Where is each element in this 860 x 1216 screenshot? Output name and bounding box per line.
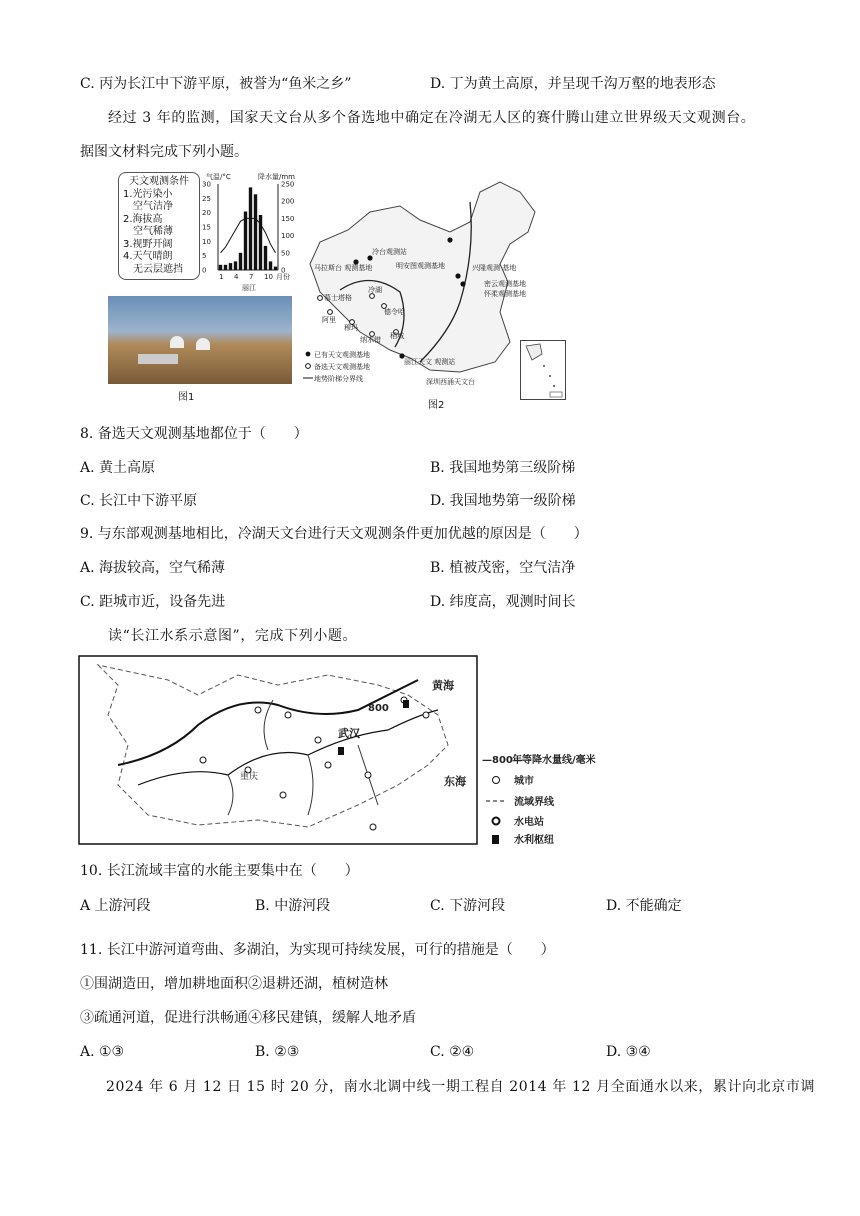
legend-line: 无云层遮挡 — [133, 263, 183, 275]
existing-base-dot — [447, 237, 452, 242]
legend-line: 天文观测条件 — [129, 176, 189, 187]
legend-existing-text: 已有天文观测基地 — [314, 351, 370, 359]
right-tick-label: 0 — [281, 266, 286, 275]
city-marker — [423, 712, 429, 718]
south-china-sea-inset — [520, 340, 566, 400]
building — [138, 354, 178, 364]
candidate-base-dot — [370, 294, 375, 299]
precip-bar — [239, 253, 242, 270]
label-wuhan: 武汉 — [338, 727, 360, 740]
question-8: 8. 备选天文观测基地都位于（ ） — [80, 426, 308, 442]
inset-island — [543, 365, 545, 367]
map-label-14: 丽江天文 观测站 — [404, 358, 456, 366]
legend-boundary-text: 地势阶梯分界线 — [314, 375, 363, 383]
hydro-hub-marker — [403, 700, 409, 708]
legend-hydropower-text: 水电站 — [514, 817, 544, 828]
label-isohyet-value: 800 — [368, 703, 389, 714]
precip-bar — [244, 212, 247, 271]
city-marker — [325, 762, 331, 768]
legend-candidate-text: 备选天文观测基地 — [314, 363, 370, 371]
month-tick-label: 7 — [249, 273, 254, 281]
q11-option-d: D. ③④ — [606, 1044, 651, 1060]
q11-option-a: A. ①③ — [80, 1044, 125, 1060]
existing-base-dot — [455, 273, 460, 278]
prev-option-d: D. 丁为黄土高原，并呈现千沟万壑的地表形态 — [430, 76, 716, 92]
right-axis-label: 降水量/mm — [258, 173, 295, 181]
legend-existing-symbol — [306, 352, 311, 357]
map-frame — [79, 656, 477, 844]
q11-option-c: C. ②④ — [430, 1044, 475, 1060]
question-10: 10. 长江流域丰富的水能主要集中在（ ） — [80, 863, 359, 879]
legend-line: 2.海拔高 — [123, 213, 163, 225]
city-marker — [315, 737, 321, 743]
legend-boundary-text: 流域界线 — [514, 797, 554, 808]
city-marker — [370, 824, 376, 830]
precip-bar — [219, 265, 222, 270]
legend-hub-symbol — [492, 835, 499, 844]
city-marker — [255, 707, 261, 713]
precip-bar — [234, 261, 237, 270]
figure-1-caption: 图1 — [178, 392, 195, 403]
q8-option-b: B. 我国地势第三级阶梯 — [430, 460, 576, 476]
left-tick-label: 0 — [202, 266, 207, 275]
map-label-3: 明安图观测基地 — [396, 262, 445, 270]
observation-conditions-box — [118, 172, 200, 280]
precip-bar — [254, 194, 257, 270]
city-marker — [365, 772, 371, 778]
intro-paragraph-2: 读“长江水系示意图”，完成下列小题。 — [108, 628, 358, 644]
right-tick-label: 100 — [281, 232, 295, 241]
existing-base-dot — [367, 255, 372, 260]
figure-2-caption: 图2 — [428, 400, 445, 411]
left-tick-label: 5 — [202, 252, 207, 261]
precip-bar — [274, 267, 277, 270]
precip-bar — [229, 263, 232, 270]
q9-option-b: B. 植被茂密，空气洁净 — [430, 560, 576, 576]
map-label-6: 怀柔观测基地 — [484, 290, 526, 298]
legend-line: 1.光污染小 — [123, 188, 173, 200]
map-label-8: 阿里 — [322, 316, 336, 324]
label-donghai: 东海 — [444, 775, 466, 788]
map-label-4: 兴隆观测 基地 — [472, 264, 517, 272]
left-axis-label: 气温/°C — [206, 173, 231, 181]
candidate-base-dot — [318, 296, 323, 301]
question-9: 9. 与东部观测基地相比，冷湖天文台进行天文观测条件更加优越的原因是（ ） — [80, 526, 588, 542]
left-tick-label: 10 — [202, 237, 211, 246]
hydro-hub-marker — [338, 747, 344, 755]
map-label-15: 深圳西涌天文台 — [426, 378, 475, 386]
q9-option-c: C. 距城市近，设备先进 — [80, 594, 226, 610]
map-label-2: 冷台观测站 — [372, 248, 407, 256]
map-label-7: 慕士塔格 — [324, 294, 352, 302]
legend-city-text: 城市 — [514, 776, 534, 787]
dome-2 — [196, 338, 210, 350]
left-tick-label: 30 — [202, 180, 211, 189]
candidate-base-dot — [328, 310, 333, 315]
existing-base-dot — [460, 281, 465, 286]
q8-option-d: D. 我国地势第一级阶梯 — [430, 493, 576, 509]
dome-1 — [170, 336, 184, 348]
station-label: 丽江 — [242, 284, 256, 292]
city-marker — [285, 712, 291, 718]
q9-option-a: A. 海拔较高，空气稀薄 — [80, 560, 226, 576]
q9-option-d: D. 纬度高，观测时间长 — [430, 594, 576, 610]
legend-isohyet-symbol: —800— — [482, 755, 523, 766]
map-label-10: 德令哈 — [384, 308, 405, 316]
intro-paragraph-3: 2024 年 6 月 12 日 15 时 20 分，南水北调中线一期工程自 2014 年 12 月全面通水以来，累计向北京市调 — [106, 1079, 816, 1095]
city-marker — [200, 757, 206, 763]
q10-option-c: C. 下游河段 — [430, 898, 506, 914]
label-chongqing: 重庆 — [240, 772, 259, 782]
q11-statements-2: ③疏通河道，促进行洪畅通④移民建镇，缓解人地矛盾 — [80, 1010, 416, 1026]
month-tick-label: 4 — [234, 273, 239, 281]
legend-line: 空气洁净 — [133, 201, 173, 212]
map-label-5: 密云观测基地 — [484, 280, 526, 288]
map-label-9: 冷湖 — [368, 286, 382, 294]
q10-option-d: D. 不能确定 — [606, 898, 682, 914]
temperature-curve — [221, 218, 276, 252]
precip-bar — [224, 265, 227, 270]
right-tick-label: 250 — [281, 180, 295, 189]
precip-bar — [249, 187, 252, 270]
label-huanghai: 黄海 — [432, 679, 454, 692]
inset-island — [553, 385, 555, 387]
month-tick-label: 月份 — [276, 273, 290, 281]
q11-option-b: B. ②③ — [255, 1044, 300, 1060]
legend-line: 3.视野开阔 — [123, 238, 173, 250]
city-marker — [280, 792, 286, 798]
right-tick-label: 50 — [281, 249, 290, 258]
left-tick-label: 15 — [202, 223, 211, 232]
legend-hub-text: 水利枢纽 — [514, 835, 554, 846]
right-tick-label: 200 — [281, 197, 295, 206]
observatory-photo — [108, 296, 292, 384]
legend-line: 4.天气晴朗 — [123, 251, 173, 262]
precip-bar — [269, 261, 272, 270]
question-11: 11. 长江中游河道弯曲、多湖泊，为实现可持续发展，可行的措施是（ ） — [80, 942, 555, 958]
yangtze-river-system-map — [78, 655, 598, 847]
month-tick-label: 10 — [264, 273, 273, 281]
map-label-11: 稻城 — [390, 332, 404, 340]
legend-isohyet-text: 年等降水量线/毫米 — [512, 755, 596, 766]
map-label-1: 马拉斯台 观测基地 — [314, 264, 373, 272]
legend-candidate-symbol — [306, 364, 311, 369]
left-tick-label: 20 — [202, 209, 211, 218]
prev-option-c: C. 丙为长江中下游平原，被誉为“鱼米之乡” — [80, 76, 352, 92]
china-outline — [310, 182, 535, 372]
intro-paragraph-1: 经过 3 年的监测，国家天文台从多个备选地中确定在冷湖无人区的赛什腾山建立世界级天文观测台。 — [108, 110, 756, 126]
legend-city-symbol — [493, 777, 500, 784]
month-tick-label: 1 — [219, 273, 224, 281]
left-tick-label: 25 — [202, 194, 211, 203]
legend-hydropower-symbol — [493, 818, 500, 825]
q8-option-a: A. 黄土高原 — [80, 460, 156, 476]
inset-island — [549, 375, 551, 377]
map-label-13: 纳木错 — [360, 336, 381, 344]
q8-option-c: C. 长江中下游平原 — [80, 493, 198, 509]
q10-option-a: A 上游河段 — [80, 898, 151, 914]
precip-bar — [264, 246, 267, 270]
q11-statements-1: ①围湖造田，增加耕地面积②退耕还湖，植树造林 — [80, 976, 388, 992]
intro-paragraph-1-cont: 据图文材料完成下列小题。 — [80, 144, 248, 160]
map-label-12: 穆玛 — [344, 324, 358, 332]
legend-line: 空气稀薄 — [133, 226, 173, 237]
right-tick-label: 150 — [281, 214, 295, 223]
lijiang-climate-chart — [200, 170, 300, 292]
q10-option-b: B. 中游河段 — [255, 898, 331, 914]
